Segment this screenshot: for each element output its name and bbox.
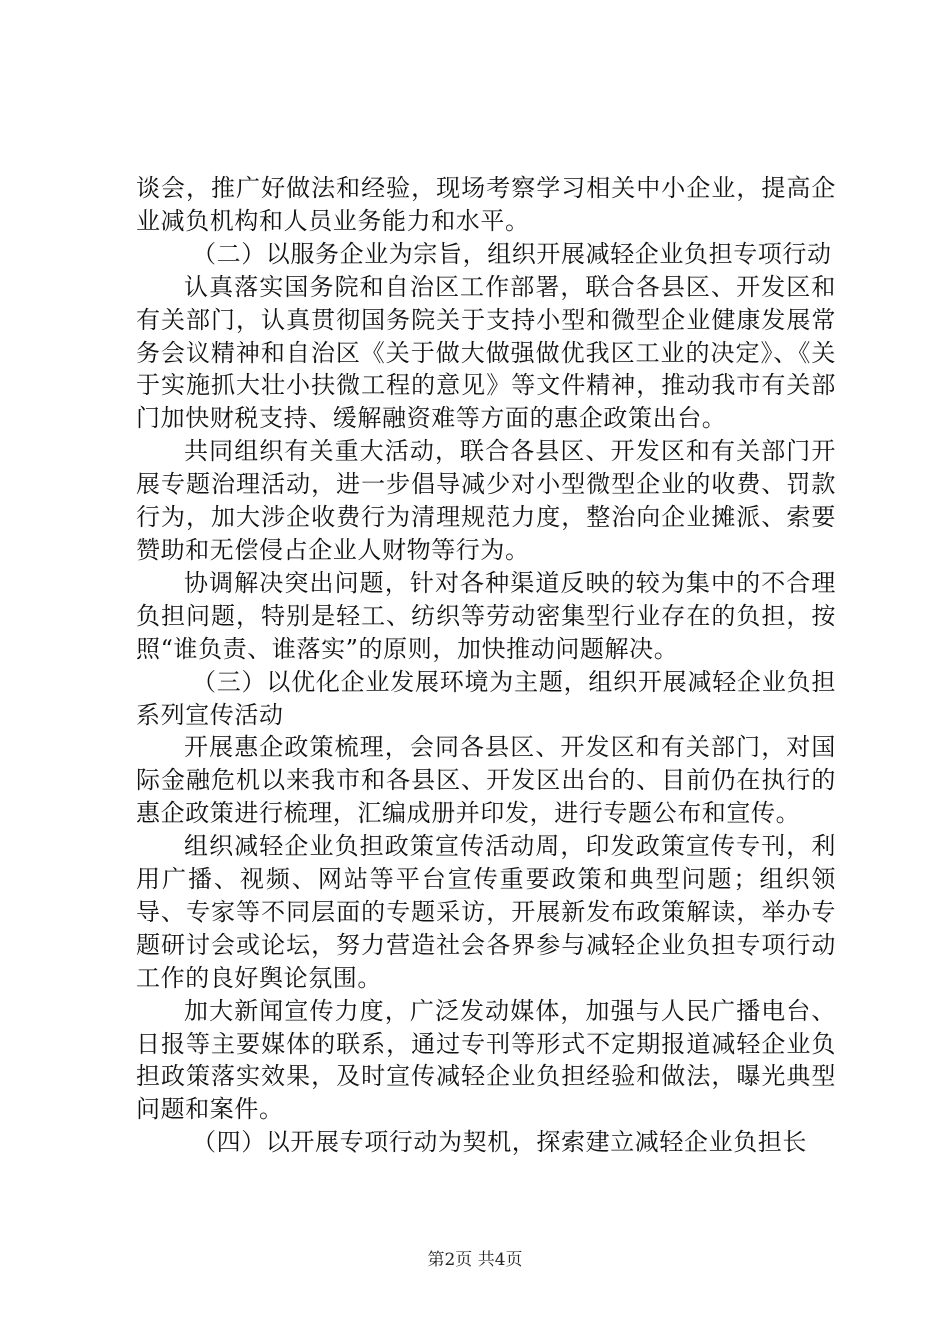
paragraph: 开展惠企政策梳理，会同各县区、开发区和有关部门，对国际金融危机以来我市和各县区、开发区出台的、目前仍在执行的惠企政策进行梳理，汇编成册并印发，进行专题公布和宣传。 [136, 733, 836, 828]
paragraph: 共同组织有关重大活动，联合各县区、开发区和有关部门开展专题治理活动，进一步倡导减少对小型微型企业的收费、罚款行为，加大涉企收费行为清理规范力度，整治向企业摊派、索要赞助和无偿侵占企业人财物等行为。 [136, 437, 836, 564]
paragraph-continuation: 谈会，推广好做法和经验，现场考察学习相关中小企业，提高企业减负机构和人员业务能力和水平。 [136, 174, 836, 235]
document-body [136, 172, 836, 1159]
paragraph: 协调解决突出问题，针对各种渠道反映的较为集中的不合理负担问题，特别是轻工、纺织等劳动密集型行业存在的负担，按照“谁负责、谁落实”的原则，加快推动问题解决。 [136, 568, 836, 663]
section-heading-3: （三）以优化企业发展环境为主题，组织开展减轻企业负担系列宣传活动 [136, 667, 836, 729]
paragraph: 加大新闻宣传力度，广泛发动媒体，加强与人民广播电台、日报等主要媒体的联系，通过专刊等形式不定期报道减轻企业负担政策落实效果，及时宣传减轻企业负担经验和做法，曝光典型问题和案件。 [136, 996, 836, 1124]
page-footer: 第2页 共4页 [427, 1250, 523, 1270]
paragraph: 组织减轻企业负担政策宣传活动周，印发政策宣传专刊，利用广播、视频、网站等平台宣传重要政策和典型问题；组织领导、专家等不同层面的专题采访，开展新发布政策解读，举办专题研讨会或论坛，努力营造社会各界参与减轻企业负担专项行动工作的良好舆论氛围。 [136, 832, 836, 992]
section-heading-2: （二）以服务企业为宗旨，组织开展减轻企业负担专项行动 [192, 239, 832, 268]
section-heading-4: （四）以开展专项行动为契机，探索建立减轻企业负担长 [192, 1128, 807, 1157]
paragraph: 认真落实国务院和自治区工作部署，联合各县区、开发区和有关部门，认真贯彻国务院关于支持小型和微型企业健康发展常务会议精神和自治区《关于做大做强做优我区工业的决定》、《关于实施抓大壮小扶微工程的意见》等文件精神，推动我市有关部门加快财税支持、缓解融资难等方面的惠企政策出台。 [136, 272, 836, 433]
